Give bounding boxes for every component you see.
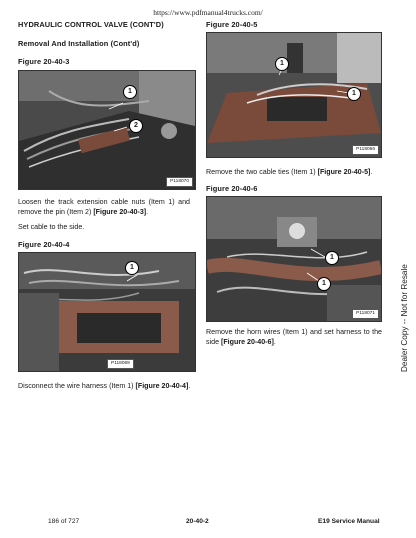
callout-1: 1 [317,277,331,291]
paragraph-text: Remove the two cable ties (Item 1) [206,168,318,176]
callout-2: 2 [129,119,143,133]
figure-20-40-3-photo [18,70,196,190]
paragraph-remove-cable-ties [206,168,382,178]
figure-20-40-6-photo [206,196,382,322]
paragraph-text: Disconnect the wire harness (Item 1) [18,382,136,390]
callout-1: 1 [325,251,339,265]
figure-reference: [Figure 20-40-5] [317,168,371,176]
paragraph-end: . [273,337,276,346]
callout-1: 1 [347,87,361,101]
paragraph-text: Remove the horn wires (Item 1) and set harness to the side [206,328,382,346]
header-url[interactable]: https://www.pdfmanual4trucks.com/ [153,8,263,17]
paragraph-end: . [188,382,191,390]
figure-20-40-5-photo [206,32,382,158]
photo-code: P118071 [352,309,379,319]
subsection-title: Removal And Installation (Cont'd) [18,39,140,48]
callout-1: 1 [275,57,289,71]
figure-reference: [Figure 20-40-6] [220,337,274,346]
section-title: HYDRAULIC CONTROL VALVE (CONT'D) [18,20,164,29]
figure-20-40-4-photo [18,252,196,372]
paragraph-end: . [146,207,149,216]
manual-title: E19 Service Manual [318,518,380,525]
photo-code: P118066 [352,145,379,155]
figure-20-40-5-caption: Figure 20-40-5 [206,20,258,29]
paragraph-set-cable: Set cable to the side. [18,223,85,231]
photo-code: P118069 [107,359,134,369]
figure-20-40-3-caption: Figure 20-40-3 [18,57,70,66]
callout-1: 1 [123,85,137,99]
paragraph-disconnect-harness [18,382,198,392]
figure-reference: [Figure 20-40-4] [135,382,189,390]
figure-reference: [Figure 20-40-3] [93,207,147,216]
photo-code: P118070 [166,177,193,187]
callout-1: 1 [125,261,139,275]
figure-20-40-6-caption: Figure 20-40-6 [206,184,258,193]
page-number: 186 of 727 [48,518,80,525]
dealer-copy-note: Dealer Copy -- Not for Resale [400,264,409,372]
section-number: 20-40-2 [186,518,209,525]
figure-20-40-4-caption: Figure 20-40-4 [18,240,70,249]
paragraph-loosen-cable [18,198,190,217]
paragraph-end: . [370,168,373,176]
paragraph-remove-horn-wires [206,328,382,347]
paragraph-text: Loosen the track extension cable nuts (Item 1) and remove the pin (Item 2) [18,198,190,216]
